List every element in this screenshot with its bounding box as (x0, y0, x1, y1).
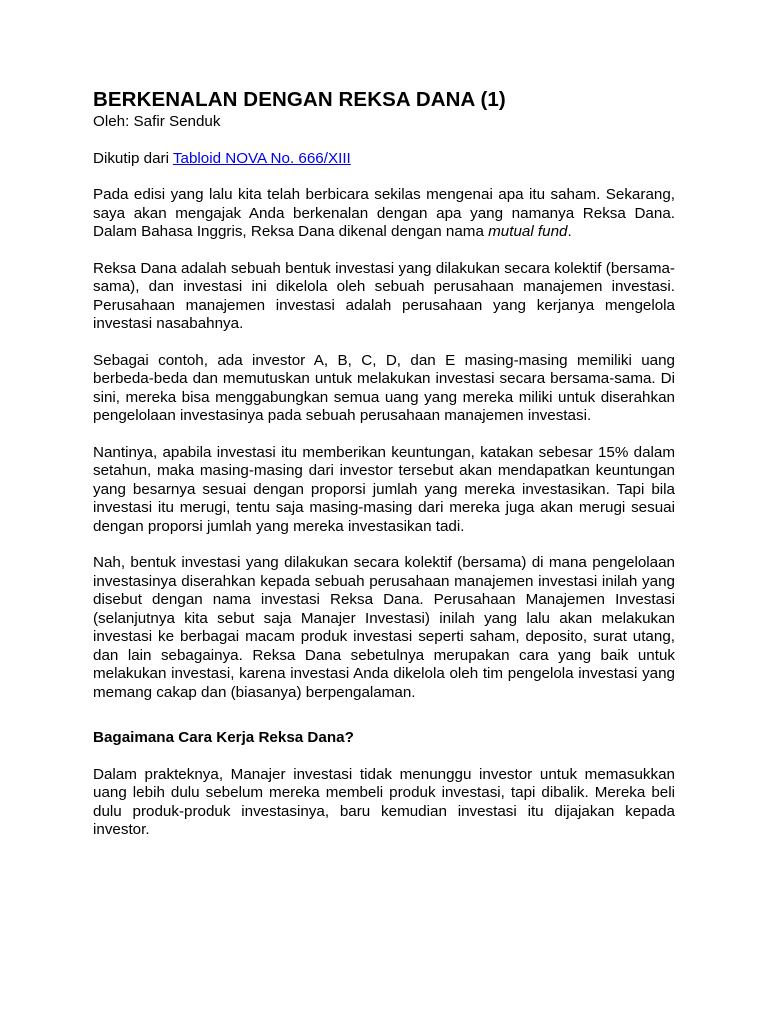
document-page (93, 87, 675, 840)
paragraph-intro (93, 186, 675, 242)
paragraph-intro-end: . (567, 223, 572, 240)
section-heading: Bagaimana Cara Kerja Reksa Dana? (93, 729, 354, 746)
source-link[interactable]: Tabloid NOVA No. 666/XIII (172, 149, 351, 167)
source-prefix: Dikutip dari (93, 149, 173, 167)
paragraph-intro-italic: mutual fund (488, 223, 568, 240)
source-line (93, 150, 675, 169)
article-byline: Oleh: Safir Senduk (93, 113, 221, 130)
paragraph-definition: Reksa Dana adalah sebuah bentuk investasi yang dilakukan secara kolektif (bersama-sama), dan investasi ini dikelola oleh sebuah perusahaan manajemen investasi. Perusahaan manajemen investasi adalah perusahaan yang kerjanya mengelola investasi nasabahnya. (93, 259, 675, 332)
paragraph-example: Sebagai contoh, ada investor A, B, C, D, dan E masing-masing memiliki uang berbeda-beda dan memutuskan untuk melakukan investasi secara bersama-sama. Di sini, mereka bisa menggabungkan semua uang yang mereka miliki untuk diserahkan pengelolaan investasinya pada sebuah perusahaan manajemen investasi. (93, 351, 675, 424)
paragraph-how-it-works: Dalam prakteknya, Manajer investasi tidak menunggu investor untuk memasukkan uang lebih dulu sebelum mereka membeli produk investasi, tapi dibalik. Mereka beli dulu produk-produk investasinya, baru kemudian investasi itu dijajakan kepada investor. (93, 765, 675, 838)
paragraph-manager: Nah, bentuk investasi yang dilakukan secara kolektif (bersama) di mana pengelolaan investasinya diserahkan kepada sebuah perusahaan manajemen investasi inilah yang disebut dengan nama investasi Reksa Dana. Perusahaan Manajemen Investasi (selanjutnya kita sebut saja Manajer Investasi) inilah yang lalu akan melakukan investasi ke berbagai macam produk investasi seperti saham, deposito, surat utang, dan lain sebagainya. Reksa Dana sebetulnya merupakan cara yang baik untuk melakukan investasi, karena investasi Anda dikelola oleh tim pengelola investasi yang memang cakap dan (biasanya) berpengalaman. (93, 554, 675, 701)
paragraph-intro-text: Pada edisi yang lalu kita telah berbicara sekilas mengenai apa itu saham. Sekarang, saya akan mengajak Anda berkenalan dengan apa yang namanya Reksa Dana. Dalam Bahasa Inggris, Reksa Dana dikenal dengan nama (93, 186, 675, 240)
paragraph-profit-loss: Nantinya, apabila investasi itu memberikan keuntungan, katakan sebesar 15% dalam setahun, maka masing-masing dari investor tersebut akan mendapatkan keuntungan yang besarnya sesuai dengan proporsi jumlah yang mereka investasikan. Tapi bila investasi itu merugi, tentu saja masing-masing dari mereka juga akan merugi sesuai dengan proporsi jumlah yang mereka investasikan tadi. (93, 443, 675, 535)
article-title: BERKENALAN DENGAN REKSA DANA (1) (93, 88, 506, 111)
